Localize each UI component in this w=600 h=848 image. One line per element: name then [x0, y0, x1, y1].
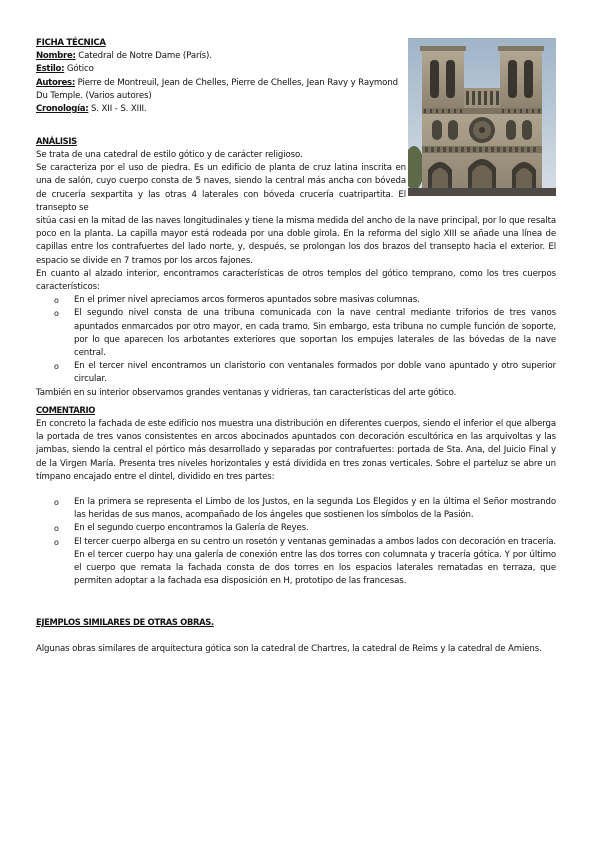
analisis-paragraph-3: En cuanto al alzado interior, encontramos características de otros templos del gótico temprano, como los tres cuerpos característicos:: [36, 268, 556, 293]
analisis-paragraph-4: También en su interior observamos grandes ventanas y vidrieras, tan características del arte gótico.: [36, 387, 457, 398]
autores-label: Autores:: [36, 77, 75, 88]
analisis-paragraph-2b: sitúa casi en la mitad de las naves longitudinales y tiene la misma medida del ancho de la nave principal, por lo que resalta poco en la planta. La capilla mayor está rodeada por una doble girola. En la reforma del siglo XIII se añade una línea de capillas entre los contrafuertes del lado norte, y, después, se prolongan los dos brazos del transepto hacia el exterior. El espacio se divide en 7 tramos por los arcos fajones.: [36, 216, 556, 266]
list-item: o En el segundo cuerpo encontramos la Galería de Reyes.: [74, 522, 556, 535]
list-item: o El segundo nivel consta de una tribuna comunicada con la nave central mediante triforios de tres vanos apuntados enmarcados por otro mayor, en cada tramo. Sin embargo, esta tribuna no cumple función de soporte, por lo que aparecen los arbotantes exteriores que soportan los empujes laterales de las bóvedas de la nave central.: [54, 308, 556, 359]
analisis-heading: ANÁLISIS: [36, 136, 77, 146]
comentario-section: [36, 418, 556, 588]
bullet-icon: o: [54, 296, 59, 306]
comentario-heading: COMENTARIO: [36, 405, 96, 415]
autores-value: Pierre de Montreuil, Jean de Chelles, Pierre de Chelles, Jean Ravy y Raymond Du Temple. (Varios autores): [36, 77, 398, 101]
ejemplos-paragraph: Algunas obras similares de arquitectura gótica son la catedral de Chartres, la catedral de Reims y la catedral de Amiens.: [36, 644, 542, 654]
bullet-icon: o: [54, 524, 59, 534]
bullet-icon: o: [54, 309, 59, 319]
bullet-icon: o: [54, 362, 59, 372]
estilo-value: Gótico: [64, 64, 94, 75]
bullet-icon: o: [54, 498, 59, 508]
analisis-paragraph-2a: Se caracteriza por el uso de piedra. Es un edificio de planta de cruz latina inscrita en una de salón, cuyo cuerpo consta de 5 naves, siendo la central más ancha con bóveda de crucería sexpartita y las otras 4 laterales con bóveda crucería cuatripartita. El transepto se: [36, 163, 406, 213]
list-item: o El tercer cuerpo alberga en su centro un rosetón y ventanas geminadas a ambos lados con decoración en tracería. En el tercer cuerpo hay una galería de conexión entre las dos torres con columnata y tracería gótica. Y por último el cuerpo que remata la fachada consta de dos torres en los espacios laterales rematadas en terraza, que permiten adoptar a la fachada esa disposición en H, prototipo de las francesas.: [54, 536, 556, 587]
list-item: o En el tercer nivel encontramos un claristorio con ventanales formados por doble vano apuntado y otro superior circular.: [54, 361, 556, 385]
ficha-tecnica: [36, 37, 406, 116]
comentario-bullet-list: [36, 496, 556, 588]
list-item: o En el primer nivel apreciamos arcos formeros apuntados sobre masivas columnas.: [74, 294, 556, 307]
analisis-paragraph-1: Se trata de una catedral de estilo gótico y de carácter religioso.: [36, 150, 303, 160]
nombre-value: Catedral de Notre Dame (París).: [75, 51, 212, 62]
bullet-icon: o: [54, 537, 59, 547]
nombre-label: Nombre:: [36, 51, 76, 62]
cronologia-label: Cronología:: [36, 104, 89, 115]
estilo-label: Estilo:: [36, 64, 65, 75]
cronologia-value: S. XII - S. XIII.: [88, 104, 147, 115]
analisis-bullet-list: [36, 294, 556, 386]
ejemplos-heading: EJEMPLOS SIMILARES DE OTRAS OBRAS.: [36, 617, 214, 627]
list-item: o En la primera se representa el Limbo de los Justos, en la segunda Los Elegidos y en la última el Señor mostrando las heridas de sus manos, acompañado de los ángeles que sostienen los símbolos de la Pasión.: [54, 497, 556, 521]
ficha-title: FICHA TÉCNICA: [36, 38, 106, 48]
analisis-section: [36, 149, 556, 400]
comentario-paragraph-1: En concreto la fachada de este edificio nos muestra una distribución en diferentes cuerpos, siendo el inferior el que alberga la portada de tres vanos consistentes en arcos abocinados apuntados con decoración escultórica en las arquivoltas y las jambas, siendo la central el pórtico más desarrollado y separadas por contrafuertes: portada de Sta. Ana, del Juicio Final y de la Virgen María. Presenta tres niveles horizontales y está dividida en tres zonas verticales. Sobre el parteluz se abre un tímpano encajado entre el dintel, dividido en tres partes:: [36, 419, 556, 482]
ejemplos-section: [36, 643, 556, 656]
